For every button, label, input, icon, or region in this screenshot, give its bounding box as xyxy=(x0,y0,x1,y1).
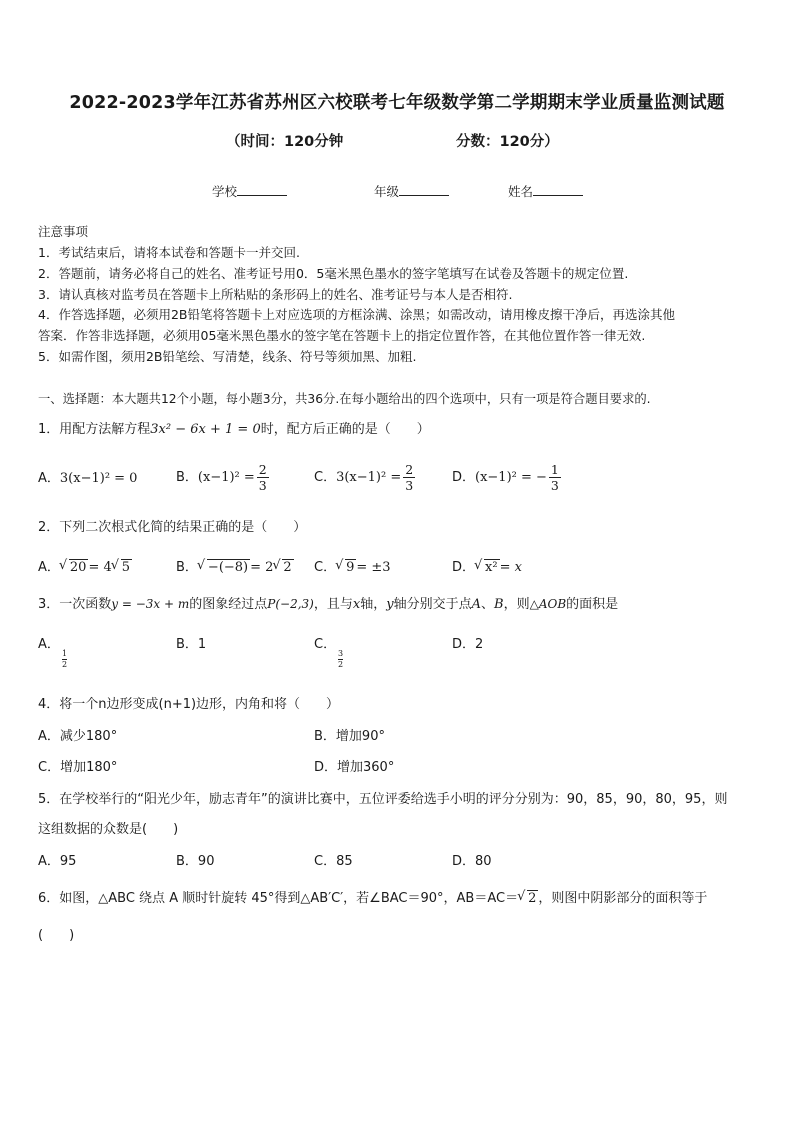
question-4-stem: 4．将一个n边形变成(n+1)边形，内角和将（ ） xyxy=(38,697,340,712)
radical: √ 20 xyxy=(69,559,89,576)
q2-option-b[interactable] xyxy=(176,559,294,576)
question-6-stem: 6．如图，△ABC 绕点 A 顺时针旋转 45°得到△AB′C′，若∠BAC＝90°，AB＝AC＝√ 2 ，则图中阴影部分的面积等于 xyxy=(38,890,707,907)
option-expr: = 2 xyxy=(250,560,274,575)
q2-option-c[interactable] xyxy=(314,559,391,576)
question-6-stem-cont: ( ) xyxy=(38,928,75,943)
q1-option-a[interactable] xyxy=(38,471,137,487)
q4-option-c[interactable]: C．增加180° xyxy=(38,760,118,775)
q1-stem-a: 1．用配方法解方程 xyxy=(38,422,151,437)
exam-title: 2022-2023学年江苏省苏州区六校联考七年级数学第二学期期末学业质量监测试题 xyxy=(69,93,725,113)
notice-item: 4．作答选择题，必须用2B铅笔将答题卡上对应选项的方框涂满、涂黑；如需改动，请用橡皮擦干净后，再选涂其他 xyxy=(38,307,675,322)
notice-item: 5．如需作图，须用2B铅笔绘、写清楚，线条、符号等须加黑、加粗. xyxy=(38,349,417,364)
name-label: 姓名 xyxy=(508,184,534,199)
q3-c-fraction: 3 2 xyxy=(338,649,344,669)
q5-option-b[interactable]: B．90 xyxy=(176,854,215,869)
fraction: $\frac{2}{3}$ xyxy=(405,462,414,493)
name-blank[interactable] xyxy=(533,183,583,196)
option-expr: 3(x−1)² = xyxy=(336,470,402,485)
q3-option-a[interactable] xyxy=(38,637,60,653)
grade-field xyxy=(374,182,449,200)
option-expr: = 4 xyxy=(88,560,112,575)
option-label: D． xyxy=(452,470,476,485)
option-expr: (x−1)² = − xyxy=(475,470,547,485)
grade-label: 年级 xyxy=(374,184,400,199)
option-label: C． xyxy=(314,560,337,575)
notice-item: 1．考试结束后，请将本试卷和答题卡一并交回. xyxy=(38,245,300,260)
q4-option-d[interactable]: D．增加360° xyxy=(314,760,395,775)
section-heading: 一、选择题：本大题共12个小题，每小题3分，共36分.在每小题给出的四个选项中，只有一项是符合题目要求的. xyxy=(38,392,651,406)
question-5-stem: 5．在学校举行的“阳光少年，励志青年”的演讲比赛中，五位评委给选手小明的评分分别为：90，85，90，80，95，则 xyxy=(38,792,728,807)
radical: √ 5 xyxy=(121,559,132,576)
time-info: （时间：120分钟 xyxy=(226,134,344,150)
question-5-stem-cont: 这组数据的众数是( ) xyxy=(38,822,179,837)
q5-option-d[interactable]: D．80 xyxy=(452,854,492,869)
option-label: C． xyxy=(314,470,337,485)
school-label: 学校 xyxy=(212,184,238,199)
radical: √ x² xyxy=(484,559,500,576)
question-3-stem: 3．一次函数y = −3x + m的图象经过点P(−2,3)，且与x轴，y轴分别交于点A、B，则△AOB的面积是 xyxy=(38,597,619,612)
option-label: B． xyxy=(176,560,198,575)
radical: √ 2 xyxy=(282,559,293,576)
q1-option-b[interactable] xyxy=(176,462,271,493)
radical: √ 9 xyxy=(345,559,356,576)
option-label: A． xyxy=(38,637,60,652)
q1-option-c[interactable] xyxy=(314,462,417,493)
school-blank[interactable] xyxy=(237,183,287,196)
question-1-stem xyxy=(38,422,430,438)
q4-option-b[interactable]: B．增加90° xyxy=(314,729,385,744)
q3-option-d[interactable]: D．2 xyxy=(452,637,484,652)
q3-option-c[interactable] xyxy=(314,637,336,653)
q3-option-b[interactable]: B．1 xyxy=(176,637,207,652)
option-expr: (x−1)² = xyxy=(197,470,255,485)
name-field xyxy=(508,182,583,200)
school-field xyxy=(212,182,287,200)
question-2-stem: 2．下列二次根式化简的结果正确的是（ ） xyxy=(38,520,307,535)
q1-stem-b: 时，配方后正确的是（ ） xyxy=(260,422,430,437)
option-label: C． xyxy=(314,637,337,652)
notice-item: 答案．作答非选择题，必须用05毫米黑色墨水的签字笔在答题卡上的指定位置作答，在其他位置作答一律无效. xyxy=(38,328,646,343)
option-label: B． xyxy=(176,470,198,485)
radical: √ −(−8) xyxy=(207,559,250,576)
option-expr: 3(x−1)² = 0 xyxy=(59,471,138,486)
option-label: D． xyxy=(452,560,476,575)
q5-option-c[interactable]: C．85 xyxy=(314,854,353,869)
fraction: $\frac{2}{3}$ xyxy=(258,462,267,493)
option-label: A． xyxy=(38,471,60,486)
q1-equation: 3x² − 6x + 1 = 0 xyxy=(150,422,261,437)
q2-option-d[interactable] xyxy=(452,559,522,576)
score-info: 分数：120分） xyxy=(456,134,559,150)
q5-option-a[interactable]: A．95 xyxy=(38,854,77,869)
notice-heading: 注意事项 xyxy=(38,224,89,239)
option-expr: = ±3 xyxy=(356,560,391,575)
option-expr: = x xyxy=(499,560,522,575)
notice-item: 3．请认真核对监考员在答题卡上所粘贴的条形码上的姓名、准考证号与本人是否相符. xyxy=(38,287,513,302)
grade-blank[interactable] xyxy=(399,183,449,196)
notice-item: 2．答题前，请务必将自己的姓名、准考证号用0．5毫米黑色墨水的签字笔填写在试卷及答题卡的规定位置. xyxy=(38,266,629,281)
q2-option-a[interactable] xyxy=(38,559,132,576)
fraction: $\frac{1}{3}$ xyxy=(550,462,559,493)
radical: √ 2 xyxy=(527,890,538,907)
q1-option-d[interactable] xyxy=(452,462,563,493)
q4-option-a[interactable]: A．减少180° xyxy=(38,729,118,744)
q3-a-fraction: 1 2 xyxy=(62,649,68,669)
option-label: A． xyxy=(38,560,60,575)
